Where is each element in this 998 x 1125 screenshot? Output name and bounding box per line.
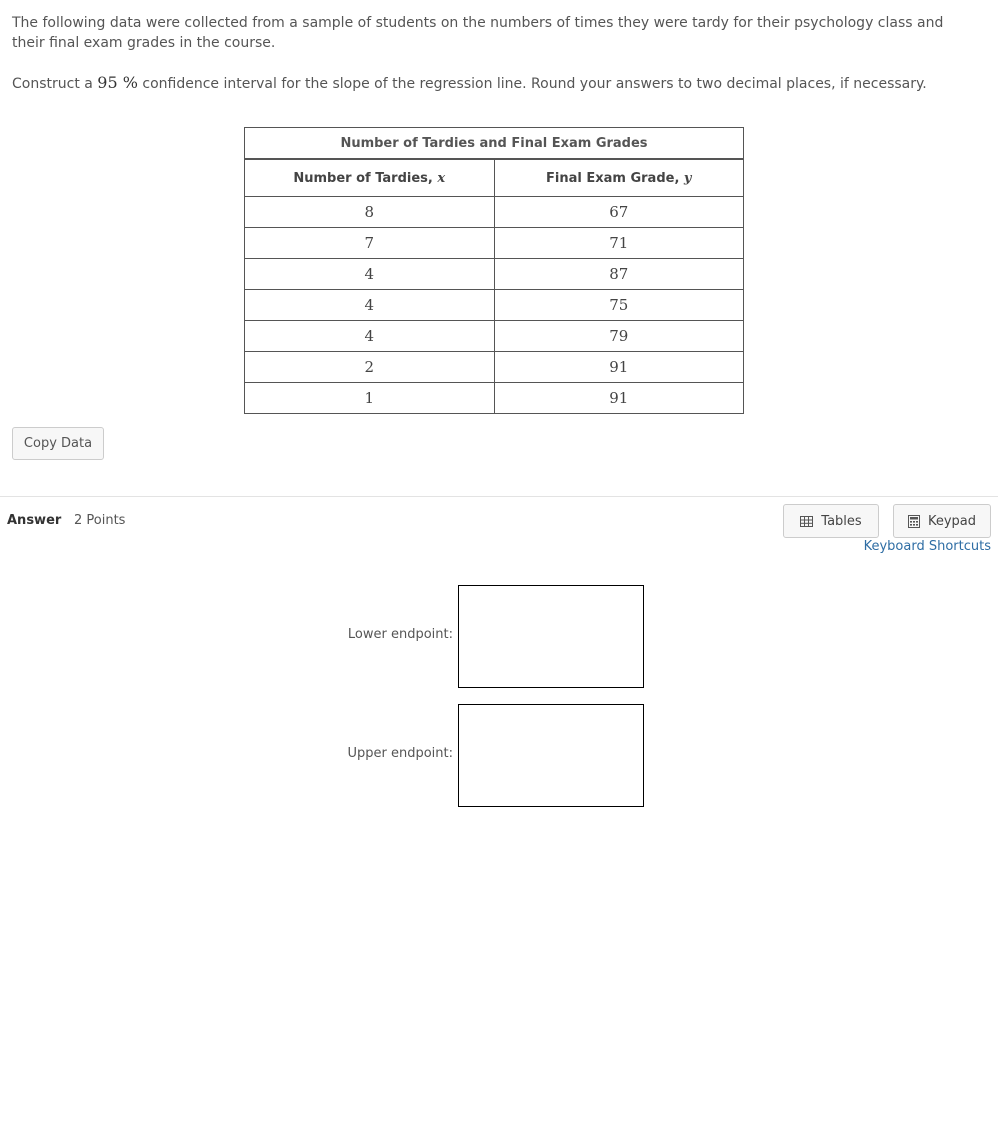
table-row — [245, 197, 744, 228]
question-prompt — [12, 73, 962, 94]
table-grid-icon — [800, 516, 813, 527]
cell-y: 71 — [494, 228, 744, 259]
cell-y: 91 — [494, 352, 744, 383]
cell-y: 87 — [494, 259, 744, 290]
copy-data-button[interactable]: Copy Data — [12, 427, 104, 460]
cell-x: 4 — [245, 321, 495, 352]
keypad-label: Keypad — [927, 513, 977, 529]
cell-x: 1 — [245, 383, 495, 414]
keypad-button[interactable] — [893, 504, 991, 538]
points-label: 2 Points — [74, 513, 126, 528]
column-header-x: Number of Tardies, x — [245, 159, 495, 197]
table-row — [245, 259, 744, 290]
cell-x: 2 — [245, 352, 495, 383]
prompt-after: confidence interval for the slope of the regression line. Round your answers to two decimal places, if necessary. — [137, 76, 927, 92]
lower-endpoint-label: Lower endpoint: — [347, 627, 453, 642]
upper-endpoint-input[interactable] — [458, 704, 644, 807]
table-row — [245, 290, 744, 321]
table-row — [245, 352, 744, 383]
tables-button[interactable] — [783, 504, 879, 538]
prompt-before: Construct a — [12, 76, 98, 92]
table-row — [245, 383, 744, 414]
data-table — [244, 127, 744, 414]
table-row — [245, 321, 744, 352]
cell-x: 4 — [245, 290, 495, 321]
cell-x: 7 — [245, 228, 495, 259]
table-caption: Number of Tardies and Final Exam Grades — [245, 128, 744, 160]
confidence-level: 95 % — [97, 73, 138, 92]
cell-y: 75 — [494, 290, 744, 321]
answer-label: Answer — [7, 513, 62, 528]
lower-endpoint-input[interactable] — [458, 585, 644, 688]
cell-x: 8 — [245, 197, 495, 228]
column-header-y: Final Exam Grade, y — [494, 159, 744, 197]
cell-y: 91 — [494, 383, 744, 414]
section-divider — [0, 496, 998, 497]
table-row — [245, 228, 744, 259]
cell-x: 4 — [245, 259, 495, 290]
question-intro: The following data were collected from a sample of students on the numbers of times they were tardy for their psychology class and their final exam grades in the course. — [12, 15, 944, 51]
question-text — [12, 13, 962, 94]
keyboard-shortcuts-link[interactable]: Keyboard Shortcuts — [863, 539, 991, 554]
upper-endpoint-label: Upper endpoint: — [347, 746, 453, 761]
cell-y: 79 — [494, 321, 744, 352]
calculator-icon — [908, 515, 920, 528]
cell-y: 67 — [494, 197, 744, 228]
tables-label: Tables — [821, 513, 862, 529]
